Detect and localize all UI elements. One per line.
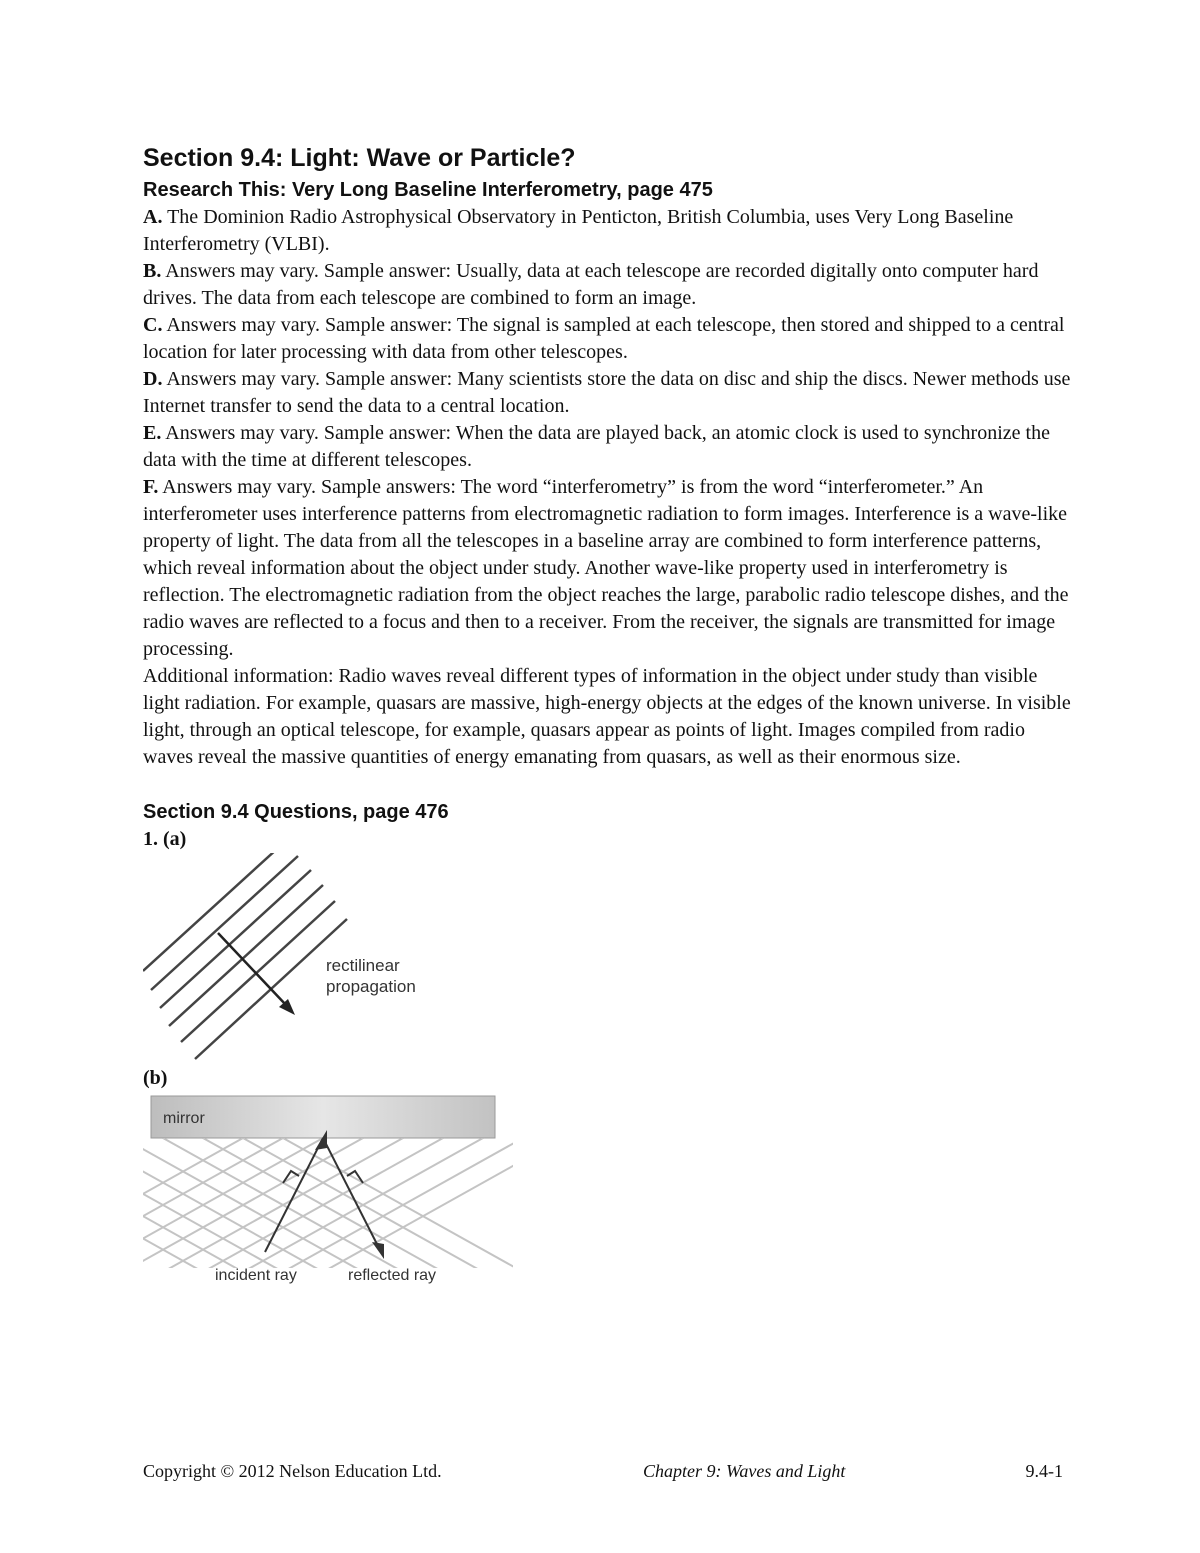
question-1a-label: 1. (a): [143, 828, 187, 850]
answers-block: [143, 204, 1073, 771]
research-title: Research This: Very Long Baseline Interferometry, page 475: [143, 179, 713, 201]
wavefront-grid: [143, 1138, 513, 1272]
incident-ray-label: incident ray: [215, 1267, 297, 1284]
mirror-label: mirror: [163, 1110, 205, 1127]
answer-text: Answers may vary. Sample answer: Many scientists store the data on disc and ship the discs. Newer methods use Internet transfer to send the data to a central location.: [143, 368, 1071, 417]
answer-label: D.: [143, 368, 163, 390]
propagation-arrow: [218, 933, 286, 1005]
answer-label: A.: [143, 206, 163, 228]
reflection-figure: [143, 1092, 513, 1292]
answer-label: E.: [143, 422, 162, 444]
answer-text: Answers may vary. Sample answer: When the data are played back, an atomic clock is used to synchronize the data with the time at different telescopes.: [143, 422, 1050, 471]
document-page: [143, 140, 1073, 1292]
page-footer: [143, 1461, 1063, 1485]
answer-f: [143, 474, 1073, 663]
answer-e: [143, 420, 1073, 474]
wavefront-lines: [143, 853, 347, 1059]
answer-c: [143, 312, 1073, 366]
answer-a: [143, 204, 1073, 258]
answer-d: [143, 366, 1073, 420]
answer-text: Answers may vary. Sample answers: The word “interferometry” is from the word “interferometer.” An interferometer uses interference patterns from electromagnetic radiation to form images. Interference is a wave-like property of light. The data from all the telescopes in a baseline array are combined to form interference patterns, which reveal information about the object under study. Another wave-like property used in interferometry is reflection. The electromagnetic radiation from the object reaches the large, parabolic radio telescope dishes, and the radio waves are reflected to a focus and then to a receiver. From the receiver, the signals are transmitted for image processing.: [143, 476, 1069, 660]
figure-a-label-line2: propagation: [326, 977, 416, 996]
page-number: 9.4-1: [1025, 1461, 1063, 1481]
copyright-text: Copyright © 2012 Nelson Education Ltd.: [143, 1461, 442, 1481]
question-1b-label: (b): [143, 1067, 168, 1089]
incident-angle-bracket: [283, 1171, 299, 1183]
additional-info: Additional information: Radio waves reveal different types of information in the object under study than visible light radiation. For example, quasars are massive, high-energy objects at the edges of the known universe. In visible light, through an optical telescope, for example, quasars appear as points of light. Images compiled from radio waves reveal the massive quantities of energy emanating from quasars, as well as their enormous size.: [143, 665, 1071, 768]
section-title: Section 9.4: Light: Wave or Particle?: [143, 144, 576, 172]
rectilinear-propagation-figure: [143, 853, 443, 1065]
reflected-angle-bracket: [347, 1171, 363, 1183]
answer-label: F.: [143, 476, 159, 498]
answer-label: B.: [143, 260, 162, 282]
reflected-ray-label: reflected ray: [348, 1267, 437, 1284]
answer-b: [143, 258, 1073, 312]
questions-title: Section 9.4 Questions, page 476: [143, 801, 449, 823]
answer-label: C.: [143, 314, 163, 336]
figure-a-label-line1: rectilinear: [326, 956, 400, 975]
answer-text: Answers may vary. Sample answer: The signal is sampled at each telescope, then stored and shipped to a central location for later processing with data from other telescopes.: [143, 314, 1065, 363]
answer-text: Answers may vary. Sample answer: Usually, data at each telescope are recorded digitally onto computer hard drives. The data from each telescope are combined to form an image.: [143, 260, 1039, 309]
chapter-title: Chapter 9: Waves and Light: [643, 1461, 846, 1481]
answer-text: The Dominion Radio Astrophysical Observatory in Penticton, British Columbia, uses Very Long Baseline Interferometry (VLBI).: [143, 206, 1014, 255]
